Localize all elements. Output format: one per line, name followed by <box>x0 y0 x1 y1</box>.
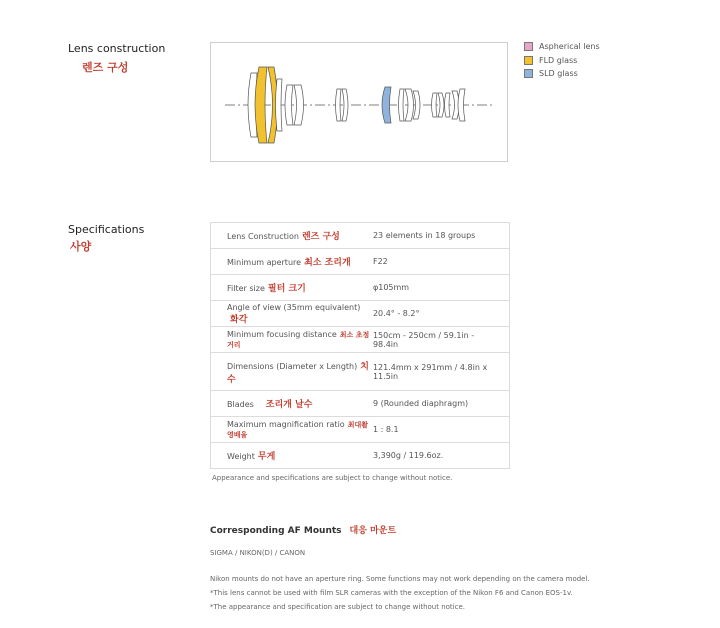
lens-construction-title: Lens construction <box>68 42 166 55</box>
legend-item-fld <box>524 56 577 65</box>
table-row <box>211 417 510 443</box>
table-row <box>211 249 510 275</box>
table-row <box>211 275 510 301</box>
lens-element <box>445 93 451 117</box>
lens-element <box>276 79 283 131</box>
fld-swatch-icon <box>524 56 533 65</box>
lens-element <box>285 85 293 125</box>
spec-label: Lens Construction 렌즈 구성 <box>211 223 373 249</box>
spec-value: 23 elements in 18 groups <box>373 223 510 249</box>
legend-label: Aspherical lens <box>539 42 600 51</box>
lens-element-sld <box>382 87 391 123</box>
aspherical-swatch-icon <box>524 42 533 51</box>
spec-table <box>210 222 510 469</box>
mounts-note: Nikon mounts do not have an aperture ring. Some functions may not work depending on the camera model. <box>210 575 590 583</box>
lens-element <box>294 85 304 125</box>
spec-value: φ105mm <box>373 275 510 301</box>
lens-construction-title-ko: 렌즈 구성 <box>82 61 129 74</box>
table-row <box>211 223 510 249</box>
spec-label: Maximum magnification ratio 최대촬영배율 <box>211 417 373 443</box>
legend-label: SLD glass <box>539 69 578 78</box>
lens-element <box>336 89 342 121</box>
specifications-title-ko: 사양 <box>70 240 92 253</box>
table-row <box>211 391 510 417</box>
lens-element <box>438 93 444 117</box>
spec-note: Appearance and specifications are subject to change without notice. <box>212 474 453 482</box>
lens-element-fld <box>255 67 267 143</box>
lens-diagram-svg <box>211 43 509 163</box>
lens-element <box>399 89 405 121</box>
legend-item-aspherical <box>524 42 600 51</box>
spec-label: Minimum aperture 최소 조리개 <box>211 249 373 275</box>
spec-label: Weight 무게 <box>211 443 373 469</box>
spec-label: Dimensions (Diameter x Length) 치수 <box>211 353 373 391</box>
mounts-title: Corresponding AF Mounts 대응 마운트 <box>210 526 397 536</box>
specifications-title: Specifications <box>68 223 145 236</box>
legend-item-sld <box>524 69 578 78</box>
spec-label: Minimum focusing distance 최소 초점거리 <box>211 327 373 353</box>
table-row <box>211 327 510 353</box>
mounts-note: *The appearance and specification are subject to change without notice. <box>210 603 465 611</box>
mounts-note: *This lens cannot be used with film SLR cameras with the exception of the Nikon F6 and Canon EOS-1v. <box>210 589 573 597</box>
spec-label: Angle of view (35mm equivalent)화각 <box>211 301 373 327</box>
table-row <box>211 301 510 327</box>
spec-label: Filter size 필터 크기 <box>211 275 373 301</box>
spec-value: 20.4° - 8.2° <box>373 301 510 327</box>
spec-label: Blades 조리개 날수 <box>211 391 373 417</box>
spec-value: 121.4mm x 291mm / 4.8in x 11.5in <box>373 353 510 391</box>
spec-value: F22 <box>373 249 510 275</box>
legend-label: FLD glass <box>539 56 578 65</box>
mounts-list: SIGMA / NIKON(D) / CANON <box>210 549 306 557</box>
sld-swatch-icon <box>524 69 533 78</box>
lens-diagram <box>210 42 508 162</box>
lens-element <box>432 93 438 117</box>
spec-value: 3,390g / 119.6oz. <box>373 443 510 469</box>
table-row <box>211 443 510 469</box>
spec-value: 9 (Rounded diaphragm) <box>373 391 510 417</box>
spec-value: 150cm - 250cm / 59.1in - 98.4in <box>373 327 510 353</box>
spec-value: 1 : 8.1 <box>373 417 510 443</box>
table-row <box>211 353 510 391</box>
